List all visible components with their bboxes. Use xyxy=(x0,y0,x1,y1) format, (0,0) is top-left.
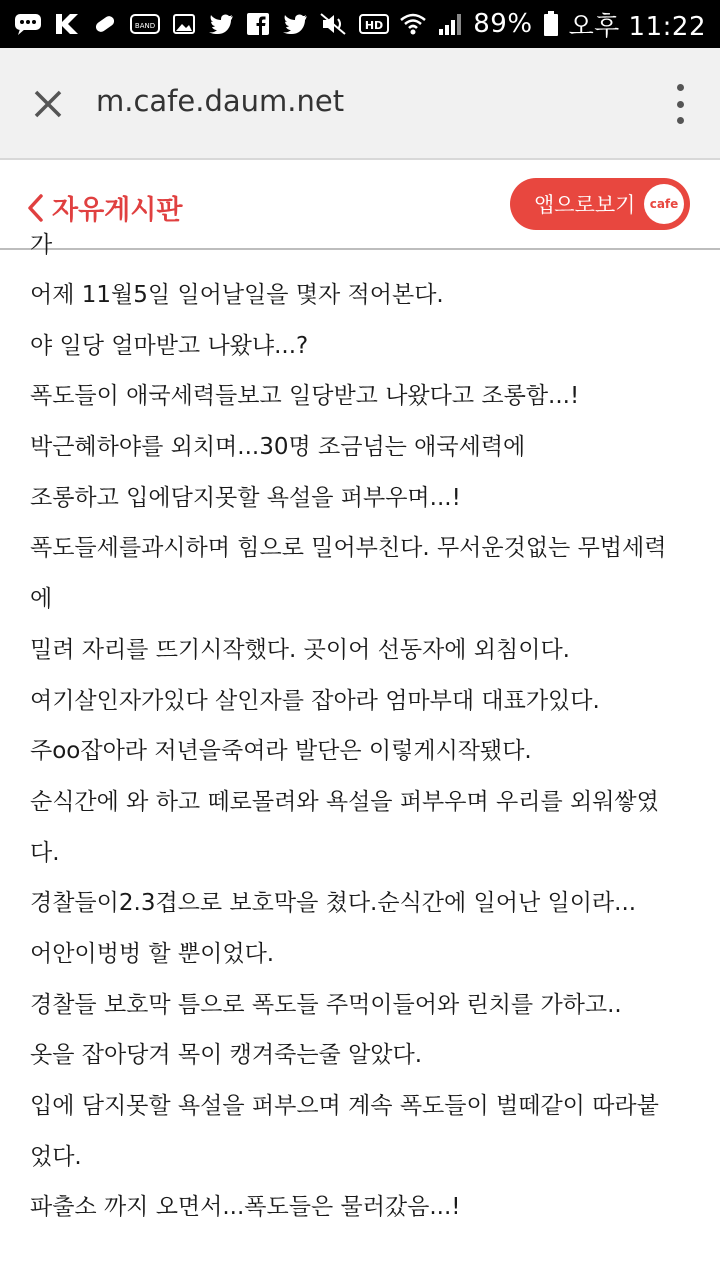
twitter-icon-2 xyxy=(282,13,308,35)
hd-voice-icon xyxy=(359,12,389,36)
post-text-line xyxy=(30,232,692,270)
chevron-left-icon xyxy=(26,193,44,223)
twitter-icon xyxy=(208,13,234,35)
post-text-line: 경찰들이2.3겹으로 보호막을 쳤다.순식간에 일어난 일이라... xyxy=(30,890,637,917)
post-text-line: 었다. xyxy=(30,1143,82,1170)
close-tab-button[interactable] xyxy=(28,84,68,124)
system-icons xyxy=(319,6,720,43)
pill-icon xyxy=(92,12,118,36)
post-text-line: 파출소 까지 오면서...폭도들은 물러갔음...! xyxy=(30,1194,461,1221)
post-text-line: 조롱하고 입에담지못할 욕설을 퍼부우며...! xyxy=(30,484,461,511)
hd-label: HD xyxy=(365,19,384,32)
post-text-line-clipped: 가 xyxy=(30,232,53,258)
post-text-line: 어안이벙벙 할 뿐이었다. xyxy=(30,940,275,967)
address-bar-url[interactable]: m.cafe.daum.net xyxy=(96,84,345,118)
browser-toolbar xyxy=(0,48,720,160)
post-text-line: 순식간에 와 하고 떼로몰려와 욕설을 퍼부우며 우리를 외워쌓였 xyxy=(30,788,659,815)
facebook-icon xyxy=(246,12,270,36)
battery-icon xyxy=(543,11,559,37)
post-content xyxy=(30,232,692,1280)
status-bar xyxy=(0,0,720,48)
post-text-line: 폭도들세를과시하며 힘으로 밀어부친다. 무서운것없는 무법세력 xyxy=(30,535,667,562)
open-in-app-label: 앱으로보기 xyxy=(534,193,636,217)
wifi-icon xyxy=(399,12,427,36)
post-text-line: 박근혜하야를 외치며...30명 조금넘는 애국세력에 xyxy=(30,434,526,461)
post-text-line: 에 xyxy=(30,586,53,613)
chat-icon xyxy=(14,12,42,36)
post-text-line: 주oo잡아라 저년을죽여라 발단은 이렇게시작됐다. xyxy=(30,738,532,765)
post-text-line: 야 일당 얼마받고 나왔냐...? xyxy=(30,332,309,359)
post-text-line: 밀려 자리를 뜨기시작했다. 곳이어 선동자에 외침이다. xyxy=(30,636,570,663)
signal-icon xyxy=(437,12,463,36)
menu-dot-icon xyxy=(677,101,684,108)
battery-percent: 89% xyxy=(473,9,533,39)
mute-icon xyxy=(319,12,349,36)
board-title: 자유게시판 xyxy=(52,195,183,226)
post-text-line: 입에 담지못할 욕설을 퍼부으며 계속 폭도들이 벌떼같이 따라붙 xyxy=(30,1093,659,1119)
post-text-line: 어제 11월5일 일어날일을 몇자 적어본다. xyxy=(30,282,444,308)
k-app-icon xyxy=(54,12,80,36)
post-text-line: 다. xyxy=(30,839,60,866)
menu-dot-icon xyxy=(677,84,684,91)
cafe-logo-icon: cafe xyxy=(644,184,684,224)
band-icon xyxy=(130,12,160,36)
post-text-line: 경찰들 보호막 틈으로 폭도들 주먹이들어와 린치를 가하고.. xyxy=(30,991,622,1018)
band-label: BAND xyxy=(134,22,156,30)
clock: 오후 11:22 xyxy=(568,11,706,42)
gallery-icon xyxy=(172,12,196,36)
menu-dot-icon xyxy=(677,117,684,124)
post-text-line: 옷을 잡아당겨 목이 캥겨죽는줄 알았다. xyxy=(30,1042,423,1069)
overflow-menu-button[interactable] xyxy=(670,84,690,124)
notification-icons xyxy=(0,12,308,36)
post-text-line: 폭도들이 애국세력들보고 일당받고 나왔다고 조롱함...! xyxy=(30,383,580,410)
close-icon xyxy=(28,84,68,124)
post-text-line: 여기살인자가있다 살인자를 잡아라 엄마부대 대표가있다. xyxy=(30,687,600,714)
